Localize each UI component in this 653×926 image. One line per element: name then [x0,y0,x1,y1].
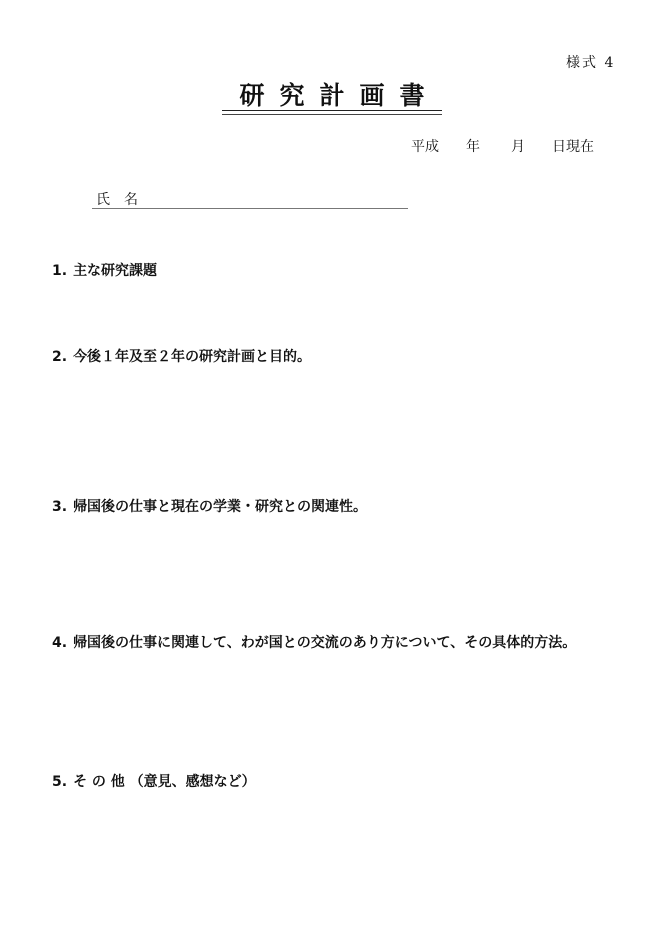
section-5-heading [52,771,256,791]
date-month-label: 月 [511,139,525,155]
document-title: 研究計画書 [239,81,440,110]
section-text: 今後１年及至２年の研究計画と目的。 [73,349,312,365]
name-label: 氏名 [96,192,152,208]
section-text: そ の 他 （意見、感想など） [73,774,256,790]
section-number: 2. [52,349,68,365]
section-number: 1. [52,263,68,279]
date-era: 平成 [411,139,439,155]
form-number: 様式 4 [566,55,616,71]
section-number: 3. [52,499,68,515]
section-text: 帰国後の仕事に関連して、わが国との交流のあり方について、その具体的方法。 [73,635,577,651]
date-year-label: 年 [466,139,480,155]
title-underline [222,110,442,111]
section-4-heading [52,632,576,652]
section-2-heading [52,346,311,366]
section-text: 帰国後の仕事と現在の学業・研究との関連性。 [73,499,368,515]
section-3-heading [52,496,367,516]
date-day-label: 日現在 [552,139,594,155]
section-number: 4. [52,635,68,651]
title-underline-double [222,114,442,115]
section-1-heading [52,260,157,280]
name-field-line[interactable] [92,208,408,209]
section-number: 5. [52,774,68,790]
section-text: 主な研究課題 [73,263,158,279]
